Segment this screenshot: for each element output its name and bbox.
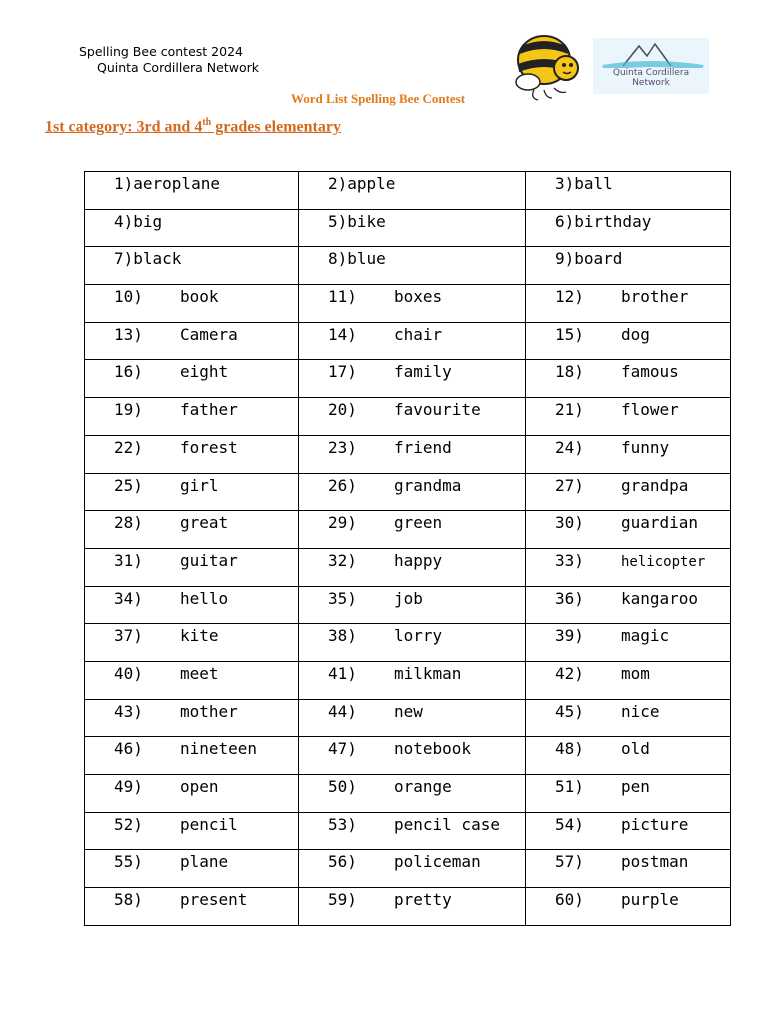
word-number: 24) <box>555 437 584 457</box>
word-cell <box>526 586 731 624</box>
word-text: pretty <box>394 890 452 910</box>
logo-text: Quinta Cordillera Network <box>612 68 690 88</box>
word-number: 29) <box>328 513 357 533</box>
word-number: 34) <box>114 588 143 608</box>
word-text: family <box>394 362 452 382</box>
word-number: 26) <box>328 475 357 495</box>
word-text: pencil case <box>394 814 500 834</box>
word-text: grandpa <box>621 475 689 495</box>
word-row <box>85 548 731 586</box>
word-number: 37) <box>114 626 143 646</box>
word-number: 49) <box>114 777 143 796</box>
network-logo <box>593 38 709 94</box>
word-row <box>85 435 731 473</box>
word-text: favourite <box>394 400 481 420</box>
network-name: Quinta Cordillera Network <box>97 60 259 75</box>
word-cell <box>526 888 731 926</box>
word-row <box>85 511 731 549</box>
word-cell <box>299 360 526 398</box>
word-cell <box>85 473 299 511</box>
word-text: lorry <box>394 626 443 646</box>
word-text: meet <box>180 663 219 683</box>
word-number: 30) <box>555 513 584 533</box>
word-text: present <box>180 890 248 910</box>
word-number: 21) <box>555 400 584 420</box>
word-text: notebook <box>394 739 472 759</box>
word-cell <box>85 172 299 210</box>
word-text: chair <box>394 324 443 344</box>
word-number: 15) <box>555 324 584 344</box>
word-number: 27) <box>555 475 584 495</box>
word-cell <box>85 360 299 398</box>
word-row <box>85 285 731 323</box>
word-number: 10) <box>114 287 143 307</box>
word-text: board <box>574 249 623 269</box>
word-number: 32) <box>328 550 357 570</box>
word-cell <box>299 812 526 850</box>
word-cell <box>85 624 299 662</box>
word-number: 46) <box>114 739 143 759</box>
word-cell <box>85 775 299 813</box>
word-text: nineteen <box>180 739 258 759</box>
word-cell <box>299 473 526 511</box>
word-cell <box>526 322 731 360</box>
word-row <box>85 624 731 662</box>
word-number: 14) <box>328 324 357 344</box>
word-cell <box>85 737 299 775</box>
word-cell <box>526 737 731 775</box>
word-cell <box>526 360 731 398</box>
word-cell <box>526 398 731 436</box>
word-number: 39) <box>555 626 584 646</box>
word-text: postman <box>621 852 689 872</box>
word-text: apple <box>347 174 396 193</box>
bee-logo-icon <box>514 32 588 104</box>
word-text: open <box>180 777 219 796</box>
word-row <box>85 737 731 775</box>
word-text: hello <box>180 588 229 608</box>
word-text: green <box>394 513 443 533</box>
word-cell <box>299 322 526 360</box>
word-number: 40) <box>114 663 143 683</box>
word-number: 55) <box>114 852 143 872</box>
word-text: kangaroo <box>621 588 699 608</box>
word-number: 28) <box>114 513 143 533</box>
word-row <box>85 586 731 624</box>
word-number: 22) <box>114 437 143 457</box>
word-cell <box>85 812 299 850</box>
word-text: nice <box>621 701 660 721</box>
word-row <box>85 473 731 511</box>
word-number: 16) <box>114 362 143 382</box>
word-cell <box>299 699 526 737</box>
word-cell <box>85 322 299 360</box>
word-cell <box>526 172 731 210</box>
word-text: dog <box>621 324 650 344</box>
word-number: 3) <box>555 174 575 193</box>
word-text: birthday <box>574 211 652 231</box>
word-number: 18) <box>555 362 584 382</box>
word-cell <box>299 398 526 436</box>
word-number: 17) <box>328 362 357 382</box>
word-cell <box>85 548 299 586</box>
word-number: 42) <box>555 663 584 683</box>
word-text: pencil <box>180 814 238 834</box>
word-row <box>85 172 731 210</box>
word-text: big <box>133 211 163 231</box>
word-text: Camera <box>180 324 238 344</box>
word-cell <box>85 398 299 436</box>
word-text: purple <box>621 890 679 910</box>
word-number: 11) <box>328 287 357 307</box>
word-cell <box>299 511 526 549</box>
word-text: plane <box>180 852 229 872</box>
word-number: 2) <box>328 174 348 193</box>
word-cell <box>85 888 299 926</box>
word-text: pen <box>621 777 650 796</box>
word-number: 13) <box>114 324 143 344</box>
word-number: 36) <box>555 588 584 608</box>
word-row <box>85 699 731 737</box>
word-cell <box>526 812 731 850</box>
word-text: famous <box>621 362 679 382</box>
word-cell <box>85 661 299 699</box>
word-cell <box>299 624 526 662</box>
word-text: aeroplane <box>133 174 220 193</box>
word-number: 57) <box>555 852 584 872</box>
word-cell <box>85 511 299 549</box>
word-number: 33) <box>555 550 584 570</box>
word-cell <box>299 209 526 247</box>
word-cell <box>526 775 731 813</box>
word-text: blue <box>347 249 386 269</box>
word-text: mom <box>621 663 650 683</box>
word-text: father <box>180 400 238 420</box>
word-row <box>85 247 731 285</box>
word-number: 23) <box>328 437 357 457</box>
word-cell <box>526 209 731 247</box>
word-cell <box>299 247 526 285</box>
word-row <box>85 360 731 398</box>
word-cell <box>85 209 299 247</box>
word-number: 5) <box>328 211 348 231</box>
word-number: 45) <box>555 701 584 721</box>
word-text: new <box>394 701 423 721</box>
word-cell <box>299 435 526 473</box>
word-text: kite <box>180 626 219 646</box>
word-row <box>85 775 731 813</box>
word-text: girl <box>180 475 219 495</box>
word-text: policeman <box>394 852 481 872</box>
word-cell <box>526 473 731 511</box>
word-number: 51) <box>555 777 584 796</box>
word-cell <box>299 586 526 624</box>
word-text: eight <box>180 362 229 382</box>
word-number: 1) <box>114 174 134 193</box>
word-text: guardian <box>621 513 699 533</box>
word-cell <box>85 850 299 888</box>
contest-title: Spelling Bee contest 2024 <box>79 44 243 59</box>
word-text: forest <box>180 437 238 457</box>
word-row <box>85 209 731 247</box>
word-cell <box>299 285 526 323</box>
word-number: 44) <box>328 701 357 721</box>
word-text: friend <box>394 437 452 457</box>
word-number: 25) <box>114 475 143 495</box>
word-text: old <box>621 739 650 759</box>
category-suffix: grades elementary <box>211 118 341 136</box>
word-row <box>85 398 731 436</box>
word-cell <box>526 247 731 285</box>
word-number: 52) <box>114 814 143 834</box>
word-cell <box>85 247 299 285</box>
word-number: 58) <box>114 890 143 910</box>
word-row <box>85 322 731 360</box>
word-number: 7) <box>114 249 134 269</box>
word-number: 47) <box>328 739 357 759</box>
word-row <box>85 812 731 850</box>
word-cell <box>299 888 526 926</box>
word-cell <box>299 172 526 210</box>
word-number: 20) <box>328 400 357 420</box>
word-text: boxes <box>394 287 443 307</box>
word-text: guitar <box>180 550 238 570</box>
word-number: 38) <box>328 626 357 646</box>
word-cell <box>299 548 526 586</box>
word-cell <box>526 548 731 586</box>
word-number: 60) <box>555 890 584 910</box>
word-number: 59) <box>328 890 357 910</box>
word-number: 31) <box>114 550 143 570</box>
mountain-icon <box>593 38 709 68</box>
word-text: helicopter <box>621 553 706 570</box>
word-row <box>85 888 731 926</box>
word-row <box>85 850 731 888</box>
word-number: 6) <box>555 211 575 231</box>
word-cell <box>85 699 299 737</box>
word-cell <box>85 285 299 323</box>
word-number: 8) <box>328 249 348 269</box>
word-number: 43) <box>114 701 143 721</box>
word-cell <box>526 435 731 473</box>
word-cell <box>299 850 526 888</box>
word-text: funny <box>621 437 670 457</box>
word-text: bike <box>347 211 386 231</box>
word-number: 9) <box>555 249 575 269</box>
word-text: happy <box>394 550 443 570</box>
word-text: brother <box>621 287 689 307</box>
word-number: 53) <box>328 814 357 834</box>
word-text: flower <box>621 400 679 420</box>
word-text: milkman <box>394 663 462 683</box>
word-cell <box>526 285 731 323</box>
word-text: orange <box>394 777 452 796</box>
word-cell <box>526 850 731 888</box>
word-number: 48) <box>555 739 584 759</box>
word-text: grandma <box>394 475 462 495</box>
word-text: ball <box>574 174 613 193</box>
word-cell <box>85 435 299 473</box>
word-cell <box>299 775 526 813</box>
word-text: great <box>180 513 229 533</box>
page-subtitle: Word List Spelling Bee Contest <box>291 91 466 106</box>
word-text: book <box>180 287 219 307</box>
word-cell <box>526 699 731 737</box>
word-number: 56) <box>328 852 357 872</box>
word-number: 19) <box>114 400 143 420</box>
word-cell <box>299 737 526 775</box>
word-text: picture <box>621 814 689 834</box>
word-cell <box>85 586 299 624</box>
word-list-table <box>84 171 731 926</box>
category-heading <box>45 117 341 136</box>
word-row <box>85 661 731 699</box>
word-number: 54) <box>555 814 584 834</box>
word-text: magic <box>621 626 670 646</box>
word-cell <box>526 511 731 549</box>
word-text: black <box>133 249 182 269</box>
word-text: job <box>394 588 423 608</box>
word-cell <box>526 661 731 699</box>
word-number: 41) <box>328 663 357 683</box>
word-number: 35) <box>328 588 357 608</box>
word-text: mother <box>180 701 238 721</box>
word-cell <box>526 624 731 662</box>
word-number: 50) <box>328 777 357 796</box>
category-sup: th <box>202 117 212 128</box>
word-number: 4) <box>114 211 134 231</box>
word-cell <box>299 661 526 699</box>
word-number: 12) <box>555 287 584 307</box>
category-prefix: 1st category: 3rd and 4 <box>45 118 203 136</box>
